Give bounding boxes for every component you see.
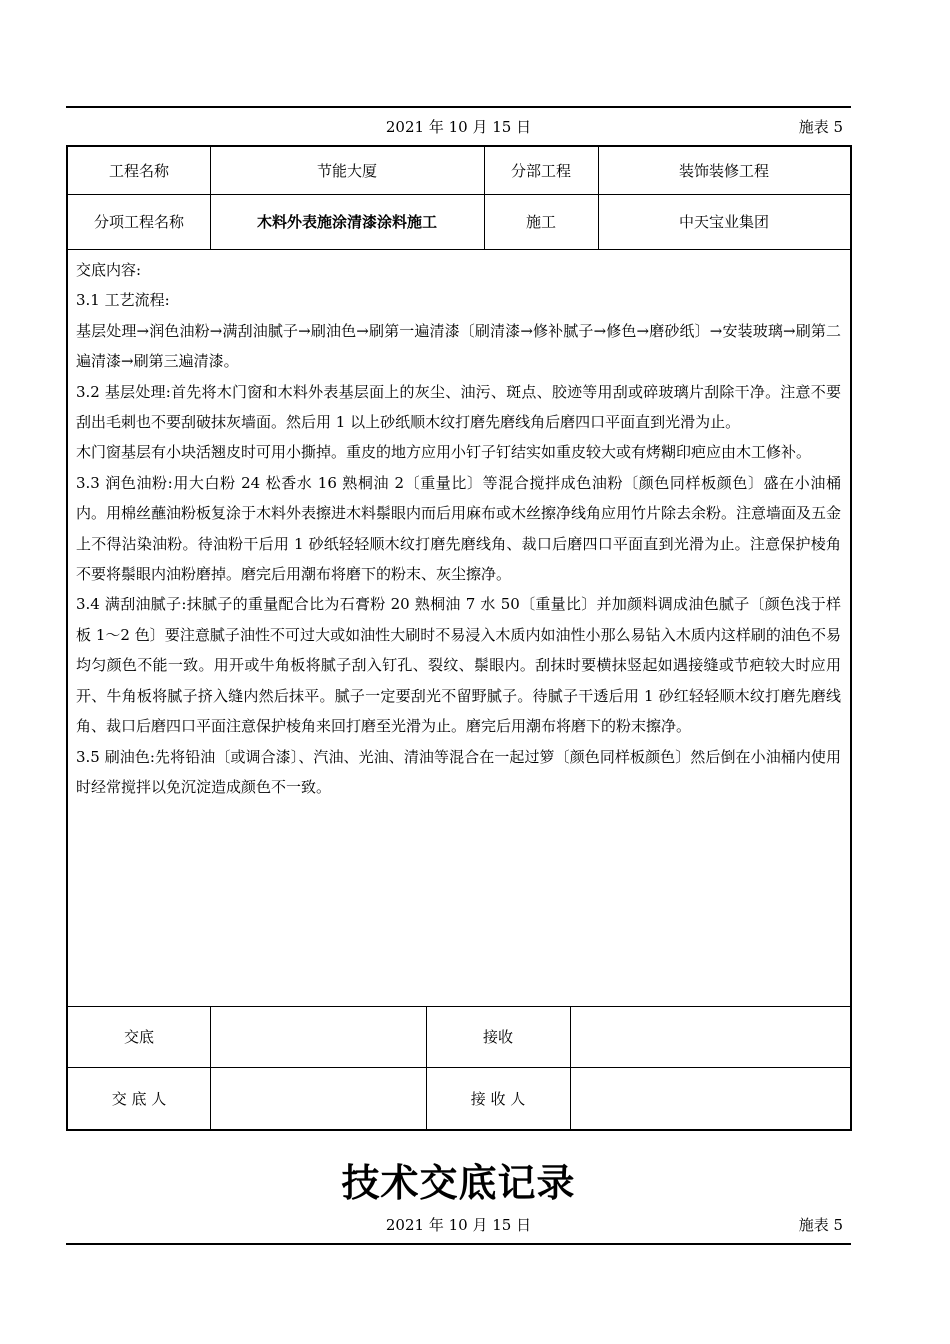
row-divider [68,249,850,250]
content-paragraph: 3.1 工艺流程: [76,291,170,310]
subitem-name: 木料外表施涂清漆涂料施工 [256,213,437,231]
label-receive: 接收 [482,1028,513,1046]
bottom-rule [66,1243,851,1245]
content-paragraph: 3.4 满刮油腻子:抹腻子的重量配合比为石膏粉 20 熟桐油 7 水 50〔重量比〕并加颜料调成油色腻子〔颜色浅于样板 1～2 色〕要注意腻子油性不可过大或如油性大刷时不易浸入木质内如油性小那么易钻入木质内这样刷的油色不易均匀颜色不能一致。用开或牛角板将腻子刮入钉孔、裂纹、鬃眼内。刮抹时要横抹竖起如遇接缝或节疤较大时应用开、牛角板将腻子挤入缝内然后抹平。腻子一定要刮光不留野腻子。待腻子干透后用 1 砂红轻轻顺木纹打磨先磨线角、裁口后磨四口平面注意保护棱角来回打磨至光滑为止。磨完后用潮布将磨下的粉末擦净。 [76,595,841,736]
handover-person-field[interactable] [210,1067,426,1129]
receive-field[interactable] [570,1006,850,1067]
record-table [66,145,852,1131]
label-division: 分部工程 [510,162,571,180]
label-subitem: 分项工程名称 [93,213,184,231]
label-handover: 交底 [123,1028,154,1046]
receive-person-field[interactable] [570,1067,850,1129]
content-paragraph: 木门窗基层有小块活翘皮时可用小撕掉。重皮的地方应用小钉子钉结实如重皮较大或有烤糊印疤应由木工修补。 [76,443,812,462]
header-meta [66,116,851,138]
label-contractor: 施工 [525,213,556,231]
header-form-no: 施表 5 [798,118,843,136]
footer-meta [66,1214,851,1236]
contractor-name: 中天宝业集团 [678,213,769,231]
content-paragraph: 基层处理→润色油粉→满刮油腻子→刷油色→刷第一遍清漆〔刷清漆→修补腻子→修色→磨砂纸〕→安装玻璃→刷第二遍清漆→刷第三遍清漆。 [76,321,841,371]
footer-form-no: 施表 5 [798,1216,843,1234]
division-name: 装饰装修工程 [678,162,769,180]
handover-field[interactable] [210,1006,426,1067]
project-name: 节能大厦 [316,162,377,180]
label-project-name: 工程名称 [108,162,169,180]
page-title: 技术交底记录 [341,1161,576,1205]
handover-content [76,255,841,802]
content-heading: 交底内容: [76,261,142,279]
footer-date: 2021 年 10 月 15 日 [385,1216,532,1234]
content-paragraph: 3.3 润色油粉:用大白粉 24 松香水 16 熟桐油 2〔重量比〕等混合搅拌成色油粉〔颜色同样板颜色〕盛在小油桶内。用棉丝蘸油粉板复涂于木料外表擦进木料鬃眼内而后用麻布或木丝擦净线角应用竹片除去余粉。注意墙面及五金上不得沾染油粉。待油粉干后用 1 砂纸轻轻顺木纹打磨先磨线角、裁口后磨四口平面直到光滑为止。注意保护棱角不要将鬃眼内油粉磨掉。磨完后用潮布将磨下的粉末、灰尘擦净。 [76,473,842,584]
label-receive-person: 接 收 人 [470,1089,526,1108]
header-date: 2021 年 10 月 15 日 [385,118,532,136]
top-rule [66,106,851,108]
label-handover-person: 交 底 人 [111,1089,167,1108]
content-paragraph: 3.2 基层处理:首先将木门窗和木料外表基层面上的灰尘、油污、斑点、胶迹等用刮或碎玻璃片刮除干净。注意不要刮出毛刺也不要刮破抹灰墙面。然后用 1 以上砂纸顺木纹打磨先磨线角后磨四口平面直到光滑为止。 [76,382,841,432]
content-paragraph: 3.5 刷油色:先将铅油〔或调合漆〕、汽油、光油、清油等混合在一起过箩〔颜色同样板颜色〕然后倒在小油桶内使用时经常搅拌以免沉淀造成颜色不一致。 [76,747,841,796]
